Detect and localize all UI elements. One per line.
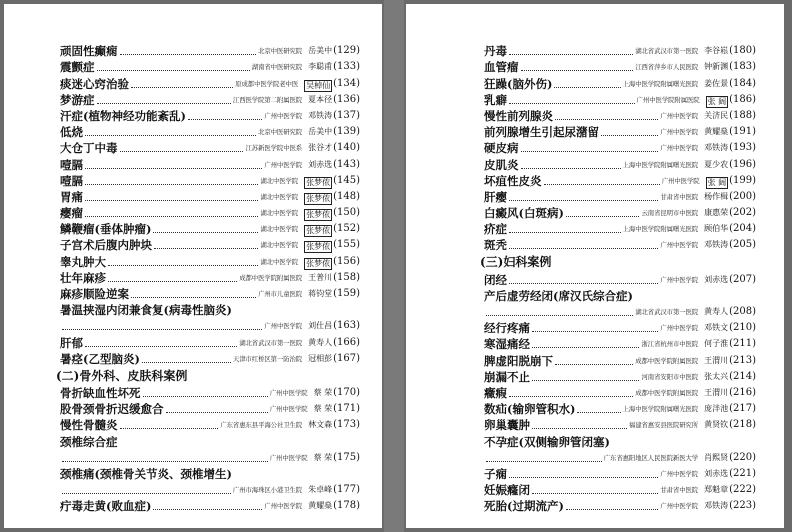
- entry-page: (200): [729, 190, 756, 202]
- entry-author: 林文森: [308, 420, 333, 430]
- entry-institution: 广州中医学院: [660, 502, 699, 511]
- entry-page: (199): [729, 174, 756, 186]
- entry-author: 杨作楫: [704, 191, 729, 201]
- entry-title: 寒湿痛经: [484, 337, 530, 352]
- leader-dots: [142, 362, 231, 363]
- entry-title: 卵巢囊肿: [484, 418, 530, 433]
- entry-institution: 北京中医研究院: [258, 47, 303, 56]
- entry-author: 邓铁涛: [704, 501, 729, 511]
- entry-institution: 湖北省武汉市第一医院: [635, 47, 699, 56]
- toc-entry[interactable]: [60, 140, 360, 156]
- leader-dots: [97, 70, 250, 71]
- toc-entry[interactable]: [484, 189, 756, 205]
- entry-author: 张谷才: [308, 143, 333, 153]
- entry-title: 鳞鞭瘤(垂体肿瘤): [60, 222, 152, 237]
- entry-institution: 广州中医学院: [660, 324, 699, 333]
- entry-title: 股骨颈骨折迟缓愈合: [60, 402, 164, 417]
- leader-dots: [143, 396, 268, 397]
- entry-author: 夏本径: [308, 94, 333, 104]
- leader-dots: [566, 509, 658, 510]
- leader-dots: [153, 232, 258, 233]
- entry-author: 王普川: [308, 272, 333, 282]
- entry-title: 肝瘿: [484, 189, 507, 204]
- entry-author: 邓铁文: [704, 323, 729, 333]
- toc-entry[interactable]: 广州中医学院 蔡 荣 (175): [60, 450, 360, 466]
- leader-dots: [85, 346, 237, 347]
- entry-title: 妊娠癃闭: [484, 483, 530, 498]
- toc-entry[interactable]: [60, 173, 360, 189]
- entry-title: 狂躁(脑外伤): [484, 76, 553, 91]
- toc-entry[interactable]: [60, 205, 360, 221]
- leader-dots: [532, 347, 639, 348]
- entry-author: 李谷崧: [704, 46, 729, 56]
- leader-dots: [566, 216, 640, 217]
- entry-institution: 广州中医学院: [660, 469, 699, 478]
- toc-entry-title: 颈椎综合症: [60, 434, 118, 449]
- entry-institution: 云南省昆明市中医院: [641, 209, 699, 218]
- toc-entry[interactable]: [484, 173, 756, 189]
- leader-dots: [509, 200, 658, 201]
- entry-title: 脾虚阳脱崩下: [484, 353, 553, 368]
- leader-dots: [85, 200, 258, 201]
- toc-entry-title: 不孕症(双侧输卵管闭塞): [484, 434, 610, 449]
- leader-dots: [532, 380, 639, 381]
- toc-entry[interactable]: [60, 221, 360, 237]
- entry-author: 张梦侬: [306, 226, 331, 236]
- entry-author: 夏少农: [704, 159, 729, 169]
- entry-title: 低烧: [60, 125, 83, 140]
- entry-institution: 成都中医学院附属医院: [635, 356, 699, 365]
- entry-page: (173): [333, 419, 360, 431]
- entry-institution: 广州中医学院: [661, 176, 700, 185]
- entry-page: (216): [729, 386, 756, 398]
- entry-institution: 江西省萍乡市人民医院: [635, 63, 699, 72]
- entry-institution: 广州中医学院: [660, 275, 699, 284]
- toc-entry[interactable]: [484, 320, 756, 336]
- toc-entry[interactable]: 广东省惠阳地区人民医院新医大学 肖熙贤 (220): [484, 450, 756, 466]
- entry-author: 邓铁涛: [704, 240, 729, 250]
- entry-title: 瘿瘤: [60, 206, 83, 221]
- entry-author: 张梦侬: [306, 242, 331, 252]
- entry-title: 乳癖: [484, 92, 507, 107]
- toc-entry[interactable]: [60, 385, 360, 401]
- entry-institution: 江西医学院第二附属医院: [232, 95, 303, 104]
- entry-institution: 湖北中医学院: [260, 209, 299, 218]
- entry-title: 痰迷心窍治验: [60, 76, 129, 91]
- entry-page: (133): [333, 61, 360, 73]
- entry-institution: 广州中医学院附属医院: [636, 95, 700, 104]
- entry-title: 子痫: [484, 466, 507, 481]
- toc-entry[interactable]: [484, 156, 756, 172]
- entry-title: 死胎(过期流产): [484, 499, 564, 514]
- entry-institution: 上海中医学院附属曙光医院: [622, 79, 699, 88]
- toc-entry[interactable]: [60, 124, 360, 140]
- right-page: [406, 4, 784, 528]
- toc-entry[interactable]: [484, 271, 756, 287]
- entry-page: (129): [333, 45, 360, 57]
- toc-entry[interactable]: [60, 156, 360, 172]
- entry-page: (188): [729, 109, 756, 121]
- leader-dots: [577, 412, 620, 413]
- entry-author: 黄耀燊: [308, 501, 333, 511]
- leader-dots: [131, 87, 233, 88]
- toc-entry[interactable]: [60, 351, 360, 367]
- toc-entry[interactable]: [484, 205, 756, 221]
- section-heading: (二)骨外科、皮肤科案例: [56, 368, 188, 383]
- leader-dots: [532, 493, 658, 494]
- leader-dots: [555, 119, 658, 120]
- entry-author: 康惠荣: [704, 208, 729, 218]
- entry-title: 大仓丁中毒: [60, 141, 118, 156]
- entry-author: 张 阔: [707, 177, 727, 187]
- entry-page: (148): [333, 190, 360, 202]
- entry-author: 庞泮池: [704, 404, 729, 414]
- entry-institution: 湖北中医学院: [260, 257, 299, 266]
- entry-author: 黄贤钦: [704, 420, 729, 430]
- entry-author: 刘赤选: [704, 468, 729, 478]
- entry-author: 黄寿人: [308, 337, 333, 347]
- entry-author: 冠相彭: [308, 353, 333, 363]
- entry-title: 顽固性癫痫: [60, 44, 118, 59]
- entry-institution: 北京中医研究院: [258, 128, 303, 137]
- entry-page: (191): [729, 126, 756, 138]
- entry-title: 噎膈: [60, 157, 83, 172]
- leader-dots: [521, 151, 659, 152]
- leader-dots: [131, 297, 256, 298]
- toc-entry[interactable]: [484, 401, 756, 417]
- toc-entry-title: 产后虚劳经闭(席汉氏综合症): [484, 288, 633, 303]
- leader-dots: [544, 184, 660, 185]
- entry-institution: 湖北中医学院: [260, 176, 299, 185]
- toc-entry[interactable]: [484, 124, 756, 140]
- entry-institution: 广州中医学院: [269, 388, 308, 397]
- leader-dots: [509, 248, 658, 249]
- entry-title: 疔毒走黄(败血症): [60, 499, 152, 514]
- leader-dots: [532, 331, 658, 332]
- toc-entry[interactable]: [484, 482, 756, 498]
- entry-title: 前列腺增生引起尿潴留: [484, 125, 599, 140]
- entry-page: (158): [333, 271, 360, 283]
- entry-institution: 上海中医学院附属曙光医院: [622, 225, 699, 234]
- leader-dots: [555, 364, 633, 365]
- entry-author: 岳美中: [308, 46, 333, 56]
- entry-page: (211): [729, 338, 756, 350]
- entry-page: (171): [333, 403, 360, 415]
- entry-page: (183): [729, 61, 756, 73]
- entry-page: (202): [729, 207, 756, 219]
- entry-page: (145): [333, 174, 360, 186]
- leader-dots: [188, 119, 262, 120]
- entry-author: 张梦侬: [306, 210, 331, 220]
- leader-dots: [521, 70, 634, 71]
- leader-dots: [85, 184, 258, 185]
- entry-institution: 广州中医学院: [269, 405, 308, 414]
- entry-title: 癥瘕: [484, 385, 507, 400]
- entry-institution: 甘肃省中医院: [660, 486, 699, 495]
- leader-dots: [509, 283, 658, 284]
- toc-entry[interactable]: [484, 352, 756, 368]
- toc-entry[interactable]: [60, 401, 360, 417]
- entry-title: 睾丸肿大: [60, 254, 106, 269]
- entry-page: (166): [333, 336, 360, 348]
- entry-page: (196): [729, 158, 756, 170]
- entry-title: 闭经: [484, 272, 507, 287]
- leader-dots: [120, 54, 257, 55]
- entry-page: (186): [729, 93, 756, 105]
- leader-dots: [85, 216, 258, 217]
- toc-entry[interactable]: [60, 270, 360, 286]
- toc-entry[interactable]: [484, 92, 756, 108]
- entry-institution: 成都中医学院附属医院: [239, 273, 303, 282]
- entry-page: (150): [333, 207, 360, 219]
- leader-dots: [154, 248, 258, 249]
- entry-institution: 湖北中医学院: [260, 225, 299, 234]
- entry-institution: 成都中医学院附属医院: [635, 388, 699, 397]
- entry-title: 肝郁: [60, 335, 83, 350]
- entry-title: 坏疽性皮炎: [484, 173, 542, 188]
- entry-author: 邓铁涛: [308, 110, 333, 120]
- entry-page: (218): [729, 419, 756, 431]
- entry-author: 王渭川: [704, 355, 729, 365]
- entry-title: 白癜风(白斑病): [484, 206, 564, 221]
- entry-author: 邓铁涛: [704, 143, 729, 153]
- entry-institution: 广州中医学院: [660, 144, 699, 153]
- entry-institution: 原成都中医学院老中医: [235, 79, 299, 88]
- toc-entry[interactable]: [60, 189, 360, 205]
- leader-dots: [120, 151, 244, 152]
- toc-entry[interactable]: [484, 108, 756, 124]
- entry-title: 斑秃: [484, 238, 507, 253]
- entry-author: 张梦侬: [306, 177, 331, 187]
- entry-institution: 广州中医学院: [660, 241, 699, 250]
- section-heading: (三)妇科案例: [480, 255, 552, 270]
- leader-dots: [108, 265, 258, 266]
- leader-dots: [85, 135, 256, 136]
- entry-author: 岳美中: [308, 127, 333, 137]
- entry-page: (214): [729, 370, 756, 382]
- entry-author: 王渭川: [704, 387, 729, 397]
- toc-entry[interactable]: 湖北省武汉市第一医院 黄寿人 (208): [484, 304, 756, 320]
- entry-title: 震颤症: [60, 60, 95, 75]
- entry-page: (140): [333, 142, 360, 154]
- entry-title: 数疝(输卵管积水): [484, 402, 576, 417]
- toc-entry[interactable]: [60, 286, 360, 302]
- toc-entry[interactable]: [60, 237, 360, 253]
- entry-author: 张太兴: [704, 371, 729, 381]
- toc-entry[interactable]: [60, 75, 360, 91]
- leader-dots: [509, 396, 633, 397]
- entry-page: (152): [333, 223, 360, 235]
- entry-author: 张梦侬: [306, 193, 331, 203]
- entry-institution: 天津市红桥区第一防治院: [232, 354, 303, 363]
- toc-entry[interactable]: [60, 253, 360, 269]
- leader-dots: [532, 428, 627, 429]
- entry-institution: 河南省安阳市中医院: [641, 372, 699, 381]
- leader-dots: [601, 135, 658, 136]
- toc-entry[interactable]: [60, 59, 360, 75]
- toc-entry[interactable]: [484, 385, 756, 401]
- leader-dots: [97, 103, 231, 104]
- entry-page: (223): [729, 500, 756, 512]
- leader-dots: [166, 412, 268, 413]
- leader-dots: [509, 477, 658, 478]
- entry-page: (207): [729, 273, 756, 285]
- entry-page: (155): [333, 239, 360, 251]
- toc-entry[interactable]: [484, 369, 756, 385]
- toc-entry[interactable]: [484, 140, 756, 156]
- entry-author: 顾伯华: [704, 224, 729, 234]
- leader-dots: [120, 428, 219, 429]
- leader-dots: [108, 281, 237, 282]
- entry-author: 刘赤选: [308, 159, 333, 169]
- entry-author: 何子淮: [704, 339, 729, 349]
- entry-author: 郑魁章: [704, 485, 729, 495]
- leader-dots: [509, 232, 621, 233]
- entry-title: 疥症: [484, 222, 507, 237]
- entry-title: 梦游症: [60, 92, 95, 107]
- entry-institution: 甘肃省中医院: [660, 192, 699, 201]
- entry-page: (167): [333, 352, 360, 364]
- entry-author: 蔡 荣: [313, 387, 333, 397]
- toc-entry[interactable]: [484, 59, 756, 75]
- entry-title: 慢性前列腺炎: [484, 108, 553, 123]
- entry-institution: 湖北中医学院: [260, 192, 299, 201]
- entry-page: (193): [729, 142, 756, 154]
- entry-page: (136): [333, 93, 360, 105]
- entry-institution: 广东省惠东县平海公社卫生院: [220, 421, 303, 430]
- entry-page: (143): [333, 158, 360, 170]
- entry-author: 蒋钧堂: [308, 289, 333, 298]
- toc-entry[interactable]: [60, 92, 360, 108]
- entry-title: 子宫术后腹内肿块: [60, 238, 152, 253]
- entry-author: 黄耀燊: [704, 127, 729, 137]
- entry-institution: 湖南省中医研究院: [251, 63, 303, 72]
- entry-institution: 广州中医学院: [264, 111, 303, 120]
- leader-dots: [521, 168, 621, 169]
- toc-entry[interactable]: [484, 43, 756, 59]
- entry-author: 李聪甫: [308, 62, 333, 72]
- toc-entry[interactable]: [60, 417, 360, 433]
- entry-page: (205): [729, 239, 756, 251]
- toc-entry-title: 暑温挟湿内闭兼食复(病毒性脑炎): [60, 303, 232, 318]
- page-gutter: [384, 0, 404, 532]
- entry-institution: 浙江省杭州市中医院: [641, 340, 699, 349]
- entry-page: (137): [333, 109, 360, 121]
- entry-author: 张 阔: [707, 96, 727, 106]
- entry-institution: 广州中医学院: [264, 160, 303, 169]
- entry-title: 胃痛: [60, 189, 83, 204]
- entry-page: (217): [729, 403, 756, 415]
- entry-title: 麻疹顺险逆案: [60, 287, 129, 301]
- entry-institution: 上海中医学院附属曙光医院: [622, 405, 699, 414]
- entry-institution: 福建省惠安县医院研究所: [628, 421, 699, 430]
- entry-title: 经行疼痛: [484, 321, 530, 336]
- toc-entry[interactable]: [484, 336, 756, 352]
- entry-title: 暑痉(乙型脑炎): [60, 351, 140, 366]
- entry-title: 崩漏不止: [484, 369, 530, 384]
- entry-title: 壮年麻疹: [60, 270, 106, 285]
- leader-dots: [153, 509, 262, 510]
- entry-page: (178): [333, 500, 360, 512]
- entry-author: 蔡 荣: [313, 404, 333, 414]
- leader-dots: [554, 87, 620, 88]
- toc-entry[interactable]: [484, 498, 756, 514]
- entry-title: 汗症(植物神经功能紊乱): [60, 108, 186, 123]
- entry-page: (222): [729, 484, 756, 496]
- entry-title: 血管瘤: [484, 60, 519, 75]
- entry-title: 噎膈: [60, 173, 83, 188]
- entry-institution: 湖北中医学院: [260, 241, 299, 250]
- entry-page: (221): [729, 467, 756, 479]
- toc-entry[interactable]: [484, 75, 756, 91]
- entry-page: (184): [729, 77, 756, 89]
- left-page: [4, 4, 382, 528]
- entry-title: 丹毒: [484, 44, 507, 59]
- leader-dots: [85, 168, 262, 169]
- entry-institution: 广州中医学院: [264, 502, 303, 511]
- toc-entry[interactable]: 广州市海珠区小港卫生院 朱卓峰 (177): [60, 482, 360, 498]
- entry-title: 骨折缺血性坏死: [60, 385, 141, 400]
- entry-page: (139): [333, 126, 360, 138]
- toc-entry-title: 颈椎痛(颈椎骨关节炎、颈椎增生): [60, 466, 232, 481]
- entry-institution: 江苏新医学院中医系: [245, 144, 303, 153]
- entry-institution: 湖北省武汉市第一医院: [239, 338, 303, 347]
- entry-page: (159): [333, 288, 360, 299]
- entry-page: (134): [333, 77, 360, 89]
- toc-entry[interactable]: [60, 498, 360, 514]
- entry-title: 皮肌炎: [484, 157, 519, 172]
- toc-entry[interactable]: [484, 466, 756, 482]
- toc-entry[interactable]: [484, 237, 756, 253]
- toc-entry[interactable]: [60, 43, 360, 59]
- entry-title: 慢性骨髓炎: [60, 418, 118, 433]
- entry-page: (170): [333, 386, 360, 398]
- entry-institution: 广州中医学院: [660, 111, 699, 120]
- entry-institution: 广州中医学院: [660, 128, 699, 137]
- entry-author: 姜佐景: [704, 78, 729, 88]
- leader-dots: [509, 54, 633, 55]
- entry-author: 张梦侬: [306, 258, 331, 268]
- entry-author: 吴棹仙: [306, 80, 331, 90]
- leader-dots: [509, 103, 635, 104]
- entry-page: (156): [333, 255, 360, 267]
- toc-entry[interactable]: [484, 221, 756, 237]
- entry-page: (210): [729, 322, 756, 334]
- toc-entry[interactable]: [60, 334, 360, 350]
- toc-entry[interactable]: 广州中医学院 刘仕昌 (163): [60, 318, 360, 334]
- entry-institution: 上海中医学院附属曙光医院: [622, 160, 699, 169]
- toc-entry[interactable]: [484, 417, 756, 433]
- entry-author: 刘赤选: [704, 274, 729, 284]
- entry-author: 钟新渊: [704, 62, 729, 72]
- entry-page: (204): [729, 223, 756, 235]
- entry-author: 关济民: [704, 110, 729, 120]
- entry-title: 硬皮病: [484, 141, 519, 156]
- entry-page: (213): [729, 354, 756, 366]
- entry-institution: 广州市儿童医院: [258, 290, 303, 298]
- toc-entry[interactable]: [60, 108, 360, 124]
- entry-page: (180): [729, 45, 756, 57]
